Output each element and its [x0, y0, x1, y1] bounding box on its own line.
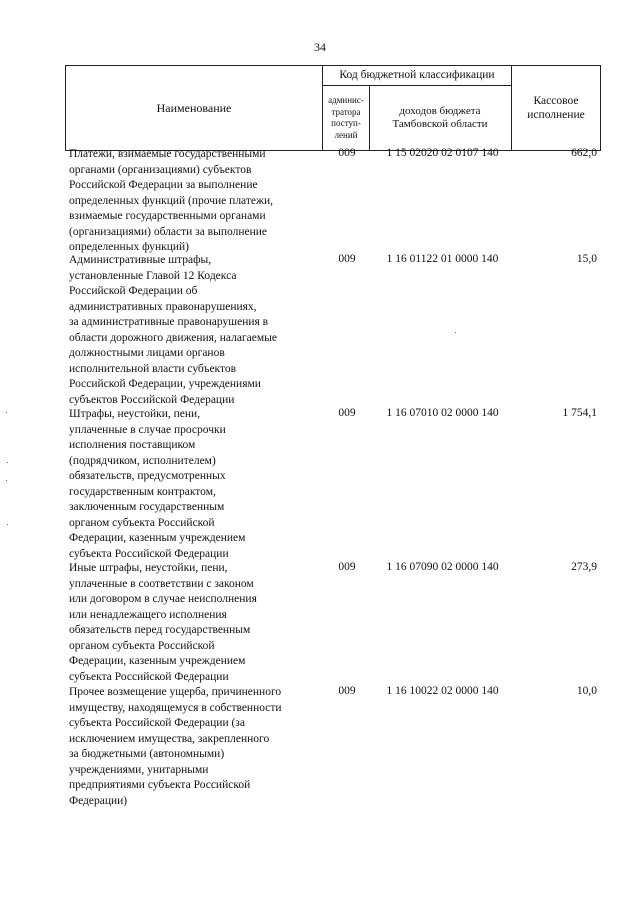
header-admin-label: админис- тратора поступ- лений — [328, 95, 364, 140]
row-name: Штрафы, неустойки, пени, уплаченные в случае просрочки исполнения поставщиком (подрядчиком, исполнителем) обязательств, предусмотренных государственным контрактом, заключенным государственным органом субъекта Российской Федерации, казенным учреждением субъекта Российской Федерации — [69, 408, 246, 560]
row-sum: 1 754,1 — [562, 407, 597, 419]
row-revenue-code: 1 16 01122 01 0000 140 — [386, 253, 499, 265]
row-admin-code: 009 — [338, 685, 356, 697]
page-number: 34 — [314, 40, 326, 54]
row-sum: 10,0 — [576, 685, 597, 697]
row-name: Административные штрафы, установленные Главой 12 Кодекса Российской Федерации об административных правонарушениях, за административные правонарушения в области дорожного движения, налагаемые должностными лицами органов исполнительной власти субъектов Российской Федерации, учреждениями субъектов Российской Федерации — [69, 254, 277, 406]
header-revenue-label: доходов бюджета Тамбовской области — [392, 105, 488, 130]
row-sum: 15,0 — [576, 253, 597, 265]
row-sum: 662,0 — [571, 147, 597, 159]
row-name: Прочее возмещение ущерба, причиненного имуществу, находящемуся в собственности субъекта Российской Федерации (за исключением имущества, закрепленного за бюджетными (автономными) учреждениями, унитарными предприятиями субъекта Российской Федерации) — [69, 686, 282, 807]
scan-speck — [6, 412, 7, 413]
row-revenue-code: 1 16 07010 02 0000 140 — [386, 407, 499, 419]
header-name-label: Наименование — [156, 100, 232, 115]
scan-speck — [7, 524, 8, 525]
row-sum: 273,9 — [571, 561, 597, 573]
row-revenue-code: 1 16 10022 02 0000 140 — [386, 685, 499, 697]
row-admin-code: 009 — [338, 407, 356, 419]
row-admin-code: 009 — [338, 147, 356, 159]
header-code-group-label: Код бюджетной классификации — [339, 69, 495, 81]
header-right-border — [600, 65, 601, 151]
row-admin-code: 009 — [338, 561, 356, 573]
header-cash-label: Кассовое исполнение — [527, 95, 585, 121]
row-name: Иные штрафы, неустойки, пени, уплаченные в соответствии с законом или договором в случае неисполнения или ненадлежащего исполнения обязательств перед государственным органом субъекта Российской Федерации, казенным учреждением субъекта Российской Федерации — [69, 562, 257, 683]
row-name: Платежи, взимаемые государственными органами (организациями) субъектов Российской Федерации за выполнение определенных функций (прочие платежи, взимаемые государственными органами (организациями) области за выполнение определенных функций) — [69, 148, 273, 253]
row-admin-code: 009 — [338, 253, 356, 265]
scan-speck — [6, 480, 7, 481]
scan-speck — [7, 462, 8, 463]
row-revenue-code: 1 15 02020 02 0107 140 — [386, 147, 499, 159]
row-revenue-code: 1 16 07090 02 0000 140 — [386, 561, 499, 573]
scan-speck — [455, 332, 456, 333]
